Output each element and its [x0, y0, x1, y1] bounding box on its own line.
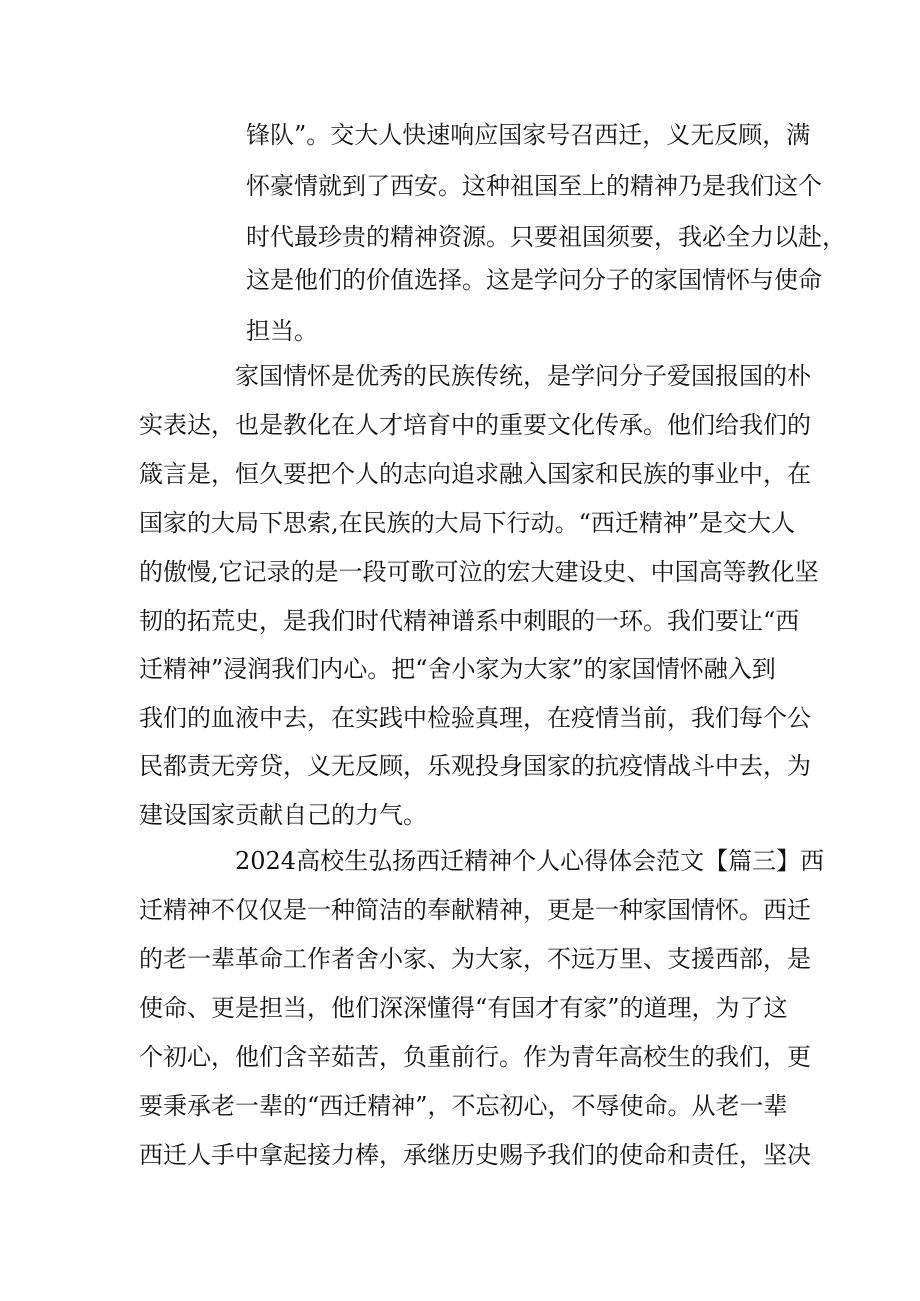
text-line: 时代最珍贵的精神资源。只要祖国须要，我必全力以赴，: [246, 223, 846, 251]
text-line: 家国情怀是优秀的民族传统，是学问分子爱国报国的朴: [139, 362, 811, 390]
text-line: 使命、更是担当，他们深深懂得“有国才有家”的道理，为了这: [139, 994, 788, 1022]
text-line: 要秉承老一辈的“西迁精神”，不忘初心，不辱使命。从老一辈: [139, 1092, 788, 1120]
text-line: 锋队”。交大人快速响应国家号召西迁，义无反顾，满: [246, 121, 811, 149]
text-line: 的傲慢,它记录的是一段可歌可泣的宏大建设史、中国高等教化坚: [139, 558, 819, 586]
text-line: 韧的拓荒史，是我们时代精神谱系中刺眼的一环。我们要让“西: [139, 607, 800, 635]
text-line: 怀豪情就到了西安。这种祖国至上的精神乃是我们这个: [246, 172, 822, 200]
text-line: 的老一辈革命工作者舍小家、为大家，不远万里、支援西部，是: [139, 945, 811, 973]
text-line: 实表达，也是教化在人才培育中的重要文化传承。他们给我们的: [139, 411, 811, 439]
text-line: 箴言是，恒久要把个人的志向追求融入国家和民族的事业中，在: [139, 460, 811, 488]
text-line: 担当。: [246, 317, 318, 345]
text-line: 建设国家贡献自己的力气。: [139, 801, 427, 829]
text-line: 这是他们的价值选择。这是学问分子的家国情怀与使命: [246, 266, 822, 294]
text-line: 个初心，他们含辛茹苦，负重前行。作为青年高校生的我们，更: [139, 1043, 811, 1071]
text-line: 国家的大局下思索,在民族的大局下行动。“西迁精神”是交大人: [139, 509, 796, 537]
text-line: 迁精神不仅仅是一种简洁的奉献精神，更是一种家国情怀。西迁: [139, 896, 811, 924]
text-line: 民都责无旁贷，义无反顾，乐观投身国家的抗疫情战斗中去，为: [139, 752, 811, 780]
text-line: 西迁人手中拿起接力棒，承继历史赐予我们的使命和责任，坚决: [139, 1141, 811, 1169]
text-line: 迁精神”浸润我们内心。把“舍小家为大家”的家国情怀融入到: [139, 655, 776, 683]
text-line: 我们的血液中去，在实践中检验真理，在疫情当前，我们每个公: [139, 704, 811, 732]
text-line: 2024高校生弘扬西迁精神个人心得体会范文【篇三】西: [139, 847, 825, 875]
